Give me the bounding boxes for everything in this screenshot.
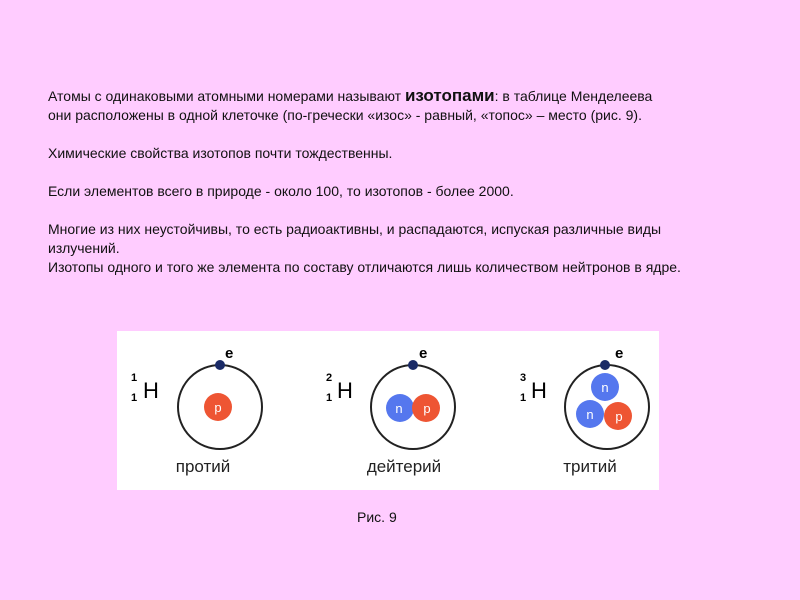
neutron-label: n	[395, 401, 403, 416]
electron-label: e	[615, 345, 624, 362]
isotope-tritium	[520, 345, 649, 476]
neutron-label: n	[586, 407, 594, 422]
electron	[408, 360, 418, 370]
atomic-number: 1	[520, 392, 527, 404]
paragraph-1-line-2: они расположены в одной клеточке (по-гречески «изос» - равный, «топос» – место (рис. 9).	[48, 107, 642, 123]
p1-text-end: : в таблице Менделеева	[494, 88, 653, 104]
isotope-name: дейтерий	[366, 457, 442, 476]
p1-bold-term: изотопами	[404, 86, 495, 105]
paragraph-4-line-2: излучений.	[48, 240, 120, 256]
proton-label: p	[615, 409, 623, 424]
figure-caption: Рис. 9	[357, 509, 397, 525]
atomic-number: 1	[131, 392, 138, 404]
isotope-name: протий	[175, 457, 231, 476]
isotopes-diagram	[117, 331, 659, 490]
isotope-name: тритий	[563, 457, 617, 476]
electron	[600, 360, 610, 370]
isotopes-figure	[117, 331, 659, 490]
isotope-protium	[131, 345, 262, 476]
element-symbol: H	[531, 378, 547, 403]
neutron-label: n	[601, 380, 609, 395]
proton-label: p	[423, 401, 431, 416]
proton-label: p	[214, 400, 222, 415]
paragraph-1	[48, 86, 778, 106]
element-symbol: H	[337, 378, 353, 403]
mass-number: 3	[520, 372, 527, 384]
text-block	[48, 86, 778, 277]
mass-number: 1	[131, 372, 138, 384]
electron-label: e	[225, 345, 234, 362]
electron-label: e	[419, 345, 428, 362]
paragraph-2: Химические свойства изотопов почти тождественны.	[48, 145, 393, 161]
paragraph-3: Если элементов всего в природе - около 100, то изотопов - более 2000.	[48, 183, 514, 199]
paragraph-5: Изотопы одного и того же элемента по составу отличаются лишь количеством нейтронов в ядре.	[48, 259, 681, 275]
mass-number: 2	[326, 372, 333, 384]
atomic-number: 1	[326, 392, 333, 404]
isotope-deuterium	[326, 345, 455, 476]
element-symbol: H	[143, 378, 159, 403]
p1-text: Атомы с одинаковыми атомными номерами называют	[48, 88, 405, 104]
paragraph-4-line-1: Многие из них неустойчивы, то есть радиоактивны, и распадаются, испуская различные виды	[48, 221, 662, 237]
electron	[215, 360, 225, 370]
